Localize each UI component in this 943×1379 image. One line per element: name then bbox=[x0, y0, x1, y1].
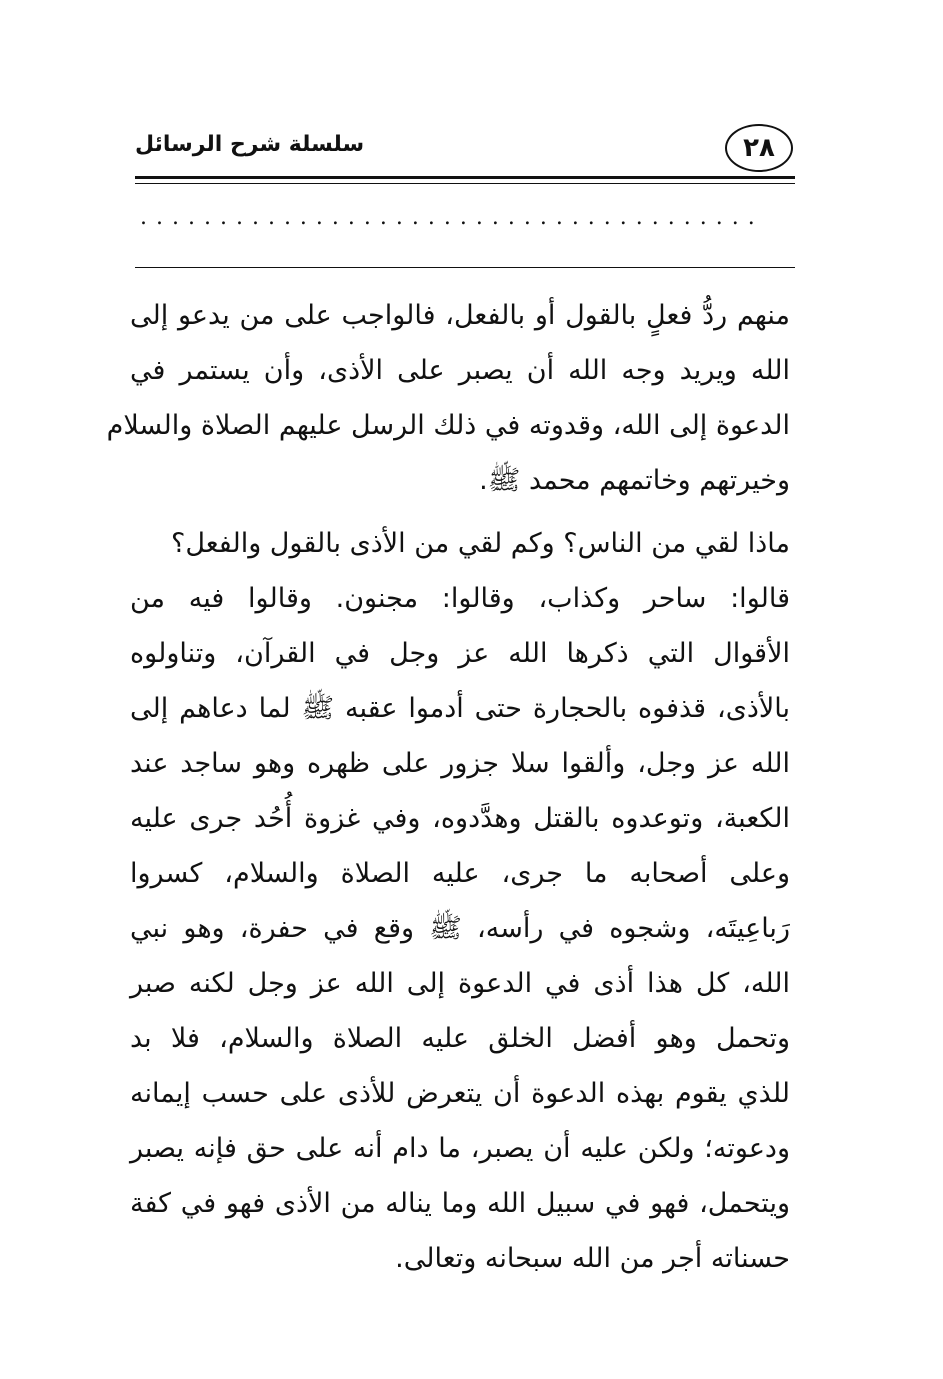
series-title: سلسلة شرح الرسائل bbox=[135, 132, 365, 157]
text-line: منهم ردُّ فعلٍ بالقول أو بالفعل، فالواجب على من يدعو إلى bbox=[130, 300, 790, 331]
text-line: ماذا لقي من الناس؟ وكم لقي من الأذى بالقول والفعل؟ bbox=[171, 528, 790, 559]
section-rule bbox=[135, 267, 795, 268]
text-line: ودعوته؛ ولكن عليه أن يصبر، ما دام أنه على حق فإنه يصبر bbox=[130, 1133, 790, 1164]
text-line: وتحمل وهو أفضل الخلق عليه الصلاة والسلام، فلا بد bbox=[130, 1023, 790, 1054]
text-line: للذي يقوم بهذه الدعوة أن يتعرض للأذى على حسب إيمانه bbox=[130, 1078, 790, 1109]
page-header bbox=[135, 120, 795, 180]
header-double-rule bbox=[135, 176, 795, 184]
dotted-separator: ....................................... bbox=[140, 205, 764, 230]
text-line: الله ويريد وجه الله أن يصبر على الأذى، وأن يستمر في bbox=[130, 355, 790, 386]
body-text bbox=[106, 288, 790, 1286]
text-line: الله عز وجل، وألقوا سلا جزور على ظهره وهو ساجد عند bbox=[130, 748, 790, 779]
text-line: الأقوال التي ذكرها الله عز وجل في القرآن، وتناولوه bbox=[130, 638, 790, 669]
text-line: بالأذى، قذفوه بالحجارة حتى أدموا عقبه ﷺ لما دعاهم إلى bbox=[130, 693, 790, 724]
text-line: حسناته أجر من الله سبحانه وتعالى. bbox=[395, 1243, 790, 1274]
text-line: الدعوة إلى الله، وقدوته في ذلك الرسل عليهم الصلاة والسلام bbox=[106, 410, 790, 441]
paragraph bbox=[130, 516, 790, 1286]
page-number-badge bbox=[725, 124, 793, 172]
paragraph bbox=[106, 288, 790, 508]
text-line: رَباعِيتَه، وشجوه في رأسه، ﷺ وقع في حفرة، وهو نبي bbox=[130, 913, 790, 944]
page-number: ٢٨ bbox=[743, 133, 775, 163]
text-line: ويتحمل، فهو في سبيل الله وما يناله من الأذى فهو في كفة bbox=[130, 1188, 790, 1219]
text-line: قالوا: ساحر وكذاب، وقالوا: مجنون. وقالوا فيه من bbox=[130, 583, 790, 614]
text-line: وخيرتهم وخاتمهم محمد ﷺ. bbox=[479, 465, 790, 496]
text-line: الكعبة، وتوعدوه بالقتل وهدَّدوه، وفي غزوة أُحُد جرى عليه bbox=[130, 803, 790, 834]
text-line: وعلى أصحابه ما جرى، عليه الصلاة والسلام، كسروا bbox=[130, 858, 790, 889]
text-line: الله، كل هذا أذى في الدعوة إلى الله عز وجل لكنه صبر bbox=[130, 968, 790, 999]
